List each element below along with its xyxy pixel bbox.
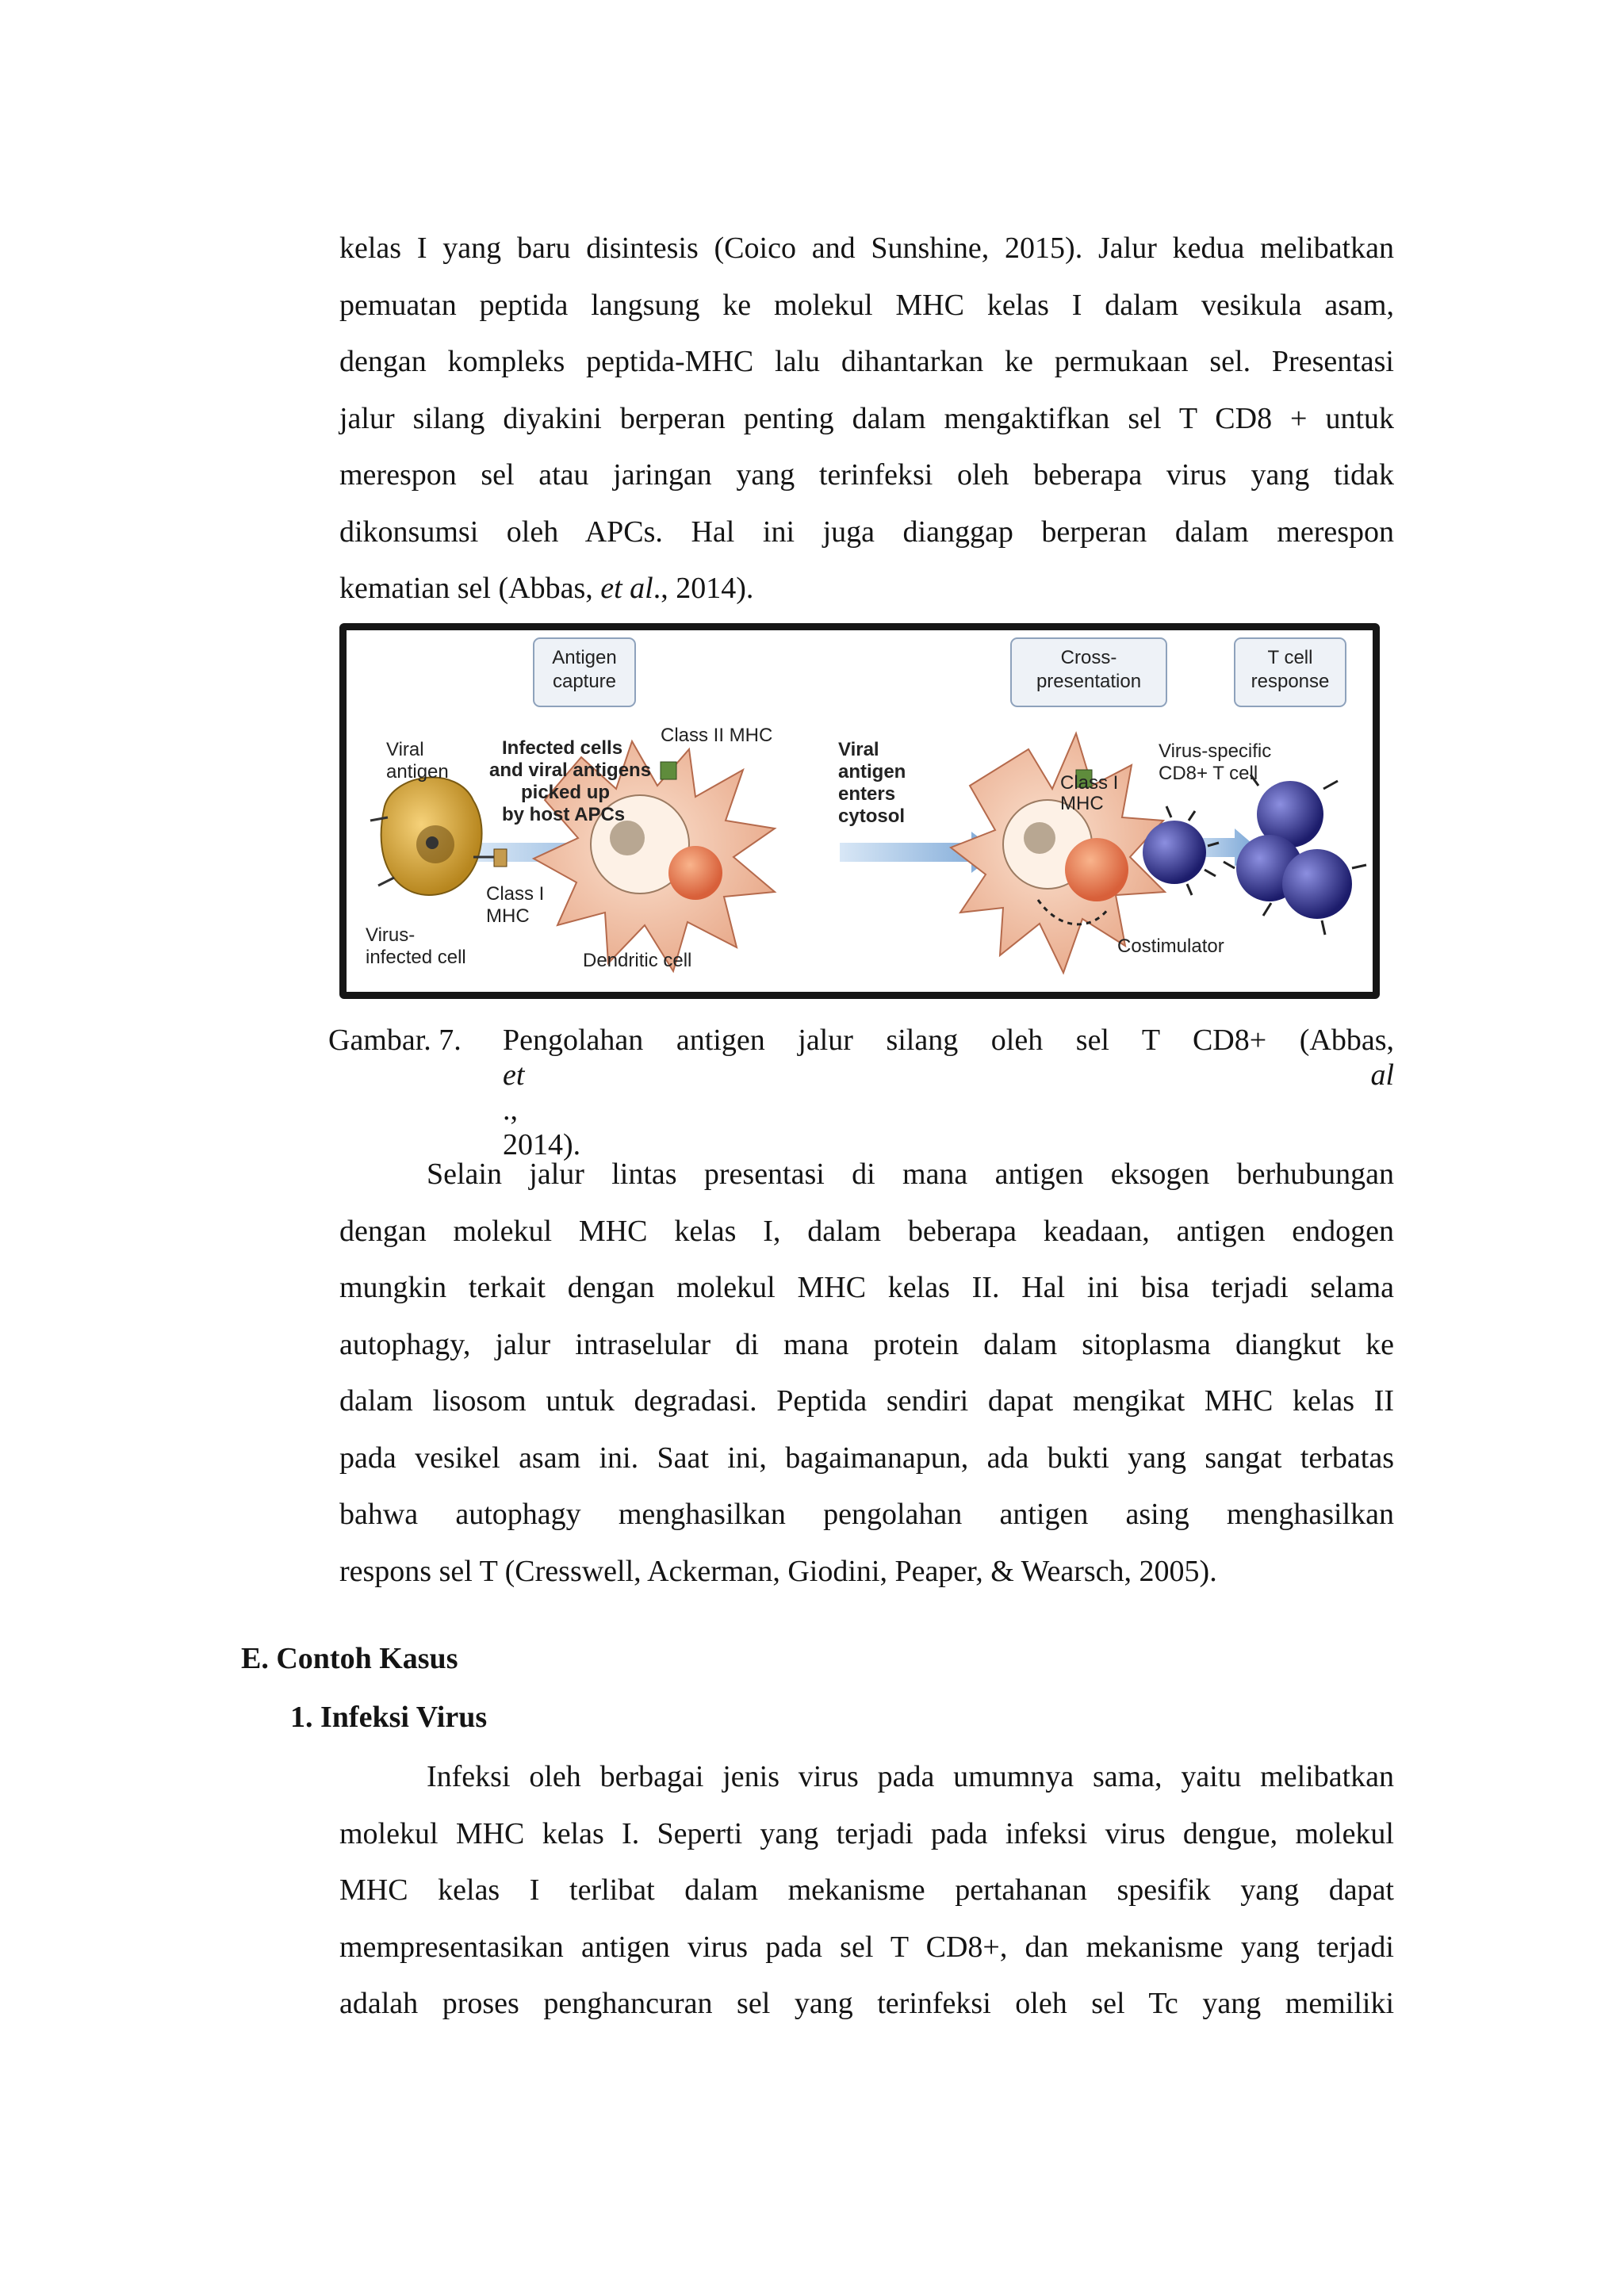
paragraph-3 xyxy=(339,1749,1394,2033)
text-line: autophagy, jalur intraselular di mana protein dalam sitoplasma diangkut ke xyxy=(339,1327,1394,1361)
viral-enters-label: Viral xyxy=(838,739,879,760)
antigen-capture-label: Antigen xyxy=(552,647,617,668)
text-line: bahwa autophagy menghasilkan pengolahan antigen asing menghasilkan xyxy=(339,1498,1394,1531)
text-line: mungkin terkait dengan molekul MHC kelas II. Hal ini bisa terjadi selama xyxy=(339,1271,1394,1304)
text-line: dikonsumsi oleh APCs. Hal ini juga dianggap berperan dalam merespon xyxy=(339,515,1394,549)
virus-specific-label: Virus-specific xyxy=(1159,740,1272,762)
subsection-heading: 1. Infeksi Virus xyxy=(290,1701,488,1734)
text-line: kelas I yang baru disintesis (Coico and Sunshine, 2015). Jalur kedua melibatkan xyxy=(339,232,1394,265)
paragraph-1 xyxy=(339,220,1394,618)
text-line: mempresentasikan antigen virus pada sel T CD8+, dan mekanisme yang terjadi xyxy=(339,1930,1394,1964)
text-line: kematian sel (Abbas, et al., 2014). xyxy=(339,572,754,605)
caption-text xyxy=(503,1023,1394,1162)
figure-illustration xyxy=(347,630,1373,992)
cross-presentation-label: Cross- xyxy=(1060,647,1117,668)
text-line: molekul MHC kelas I. Seperti yang terjadi pada infeksi virus dengue, molekul xyxy=(339,1816,1394,1850)
text-line: Selain jalur lintas presentasi di mana antigen eksogen berhubungan xyxy=(427,1158,1394,1191)
class1-mhc-left-label: MHC xyxy=(486,905,530,927)
text-line: dalam lisosom untuk degradasi. Peptida sendiri dapat mengikat MHC kelas II xyxy=(339,1384,1394,1418)
text-line: merespon sel atau jaringan yang terinfeksi oleh beberapa virus yang tidak xyxy=(339,458,1394,492)
class1-mhc-label: Class I xyxy=(1060,772,1119,794)
text-line: pada vesikel asam ini. Saat ini, bagaimanapun, ada bukti yang sangat terbatas xyxy=(339,1441,1394,1475)
figure-cross-presentation xyxy=(339,623,1380,999)
text-line: MHC kelas I terlibat dalam mekanisme pertahanan spesifik yang dapat xyxy=(339,1873,1394,1907)
costimulator-label: Costimulator xyxy=(1117,936,1224,957)
viral-enters-label: cytosol xyxy=(838,806,906,827)
infected-cells-label: and viral antigens xyxy=(489,760,652,781)
text-line: jalur silang diyakini berperan penting dalam mengaktifkan sel T CD8 + untuk xyxy=(339,401,1394,435)
cross-presentation-label: presentation xyxy=(1036,671,1142,692)
class1-mhc-left-label: Class I xyxy=(486,883,545,905)
caption-label: Gambar. 7. xyxy=(328,1024,462,1057)
virus-specific-label: CD8+ T cell xyxy=(1159,763,1258,784)
cd8-t-cell xyxy=(1143,821,1206,884)
tcell-response-label: T cell xyxy=(1267,647,1313,668)
virus-infected-label: Virus- xyxy=(366,924,416,946)
class2-mhc-label: Class II MHC xyxy=(661,725,773,746)
caption-line: 2014). xyxy=(503,1128,581,1161)
dendritic-cell-label: Dendritic cell xyxy=(583,950,692,971)
antigen-capture-label: capture xyxy=(552,671,617,692)
viral-antigen-label: antigen xyxy=(386,761,449,783)
paragraph-2 xyxy=(339,1146,1394,1600)
text-line: respons sel T (Cresswell, Ackerman, Giodini, Peaper, & Wearsch, 2005). xyxy=(339,1554,1217,1588)
viral-enters-label: antigen xyxy=(838,761,906,783)
virus-infected-label: infected cell xyxy=(366,947,466,968)
t-cell-clone xyxy=(1282,849,1352,919)
viral-enters-label: enters xyxy=(838,783,896,805)
dendritic-nucleus xyxy=(668,846,722,900)
class2-mhc-molecule xyxy=(661,762,676,779)
text-line: Infeksi oleh berbagai jenis virus pada umumnya sama, yaitu melibatkan xyxy=(427,1760,1394,1793)
text-line: dengan kompleks peptida-MHC lalu dihantarkan ke permukaan sel. Presentasi xyxy=(339,345,1394,378)
infected-cells-label: Infected cells xyxy=(502,737,623,759)
infected-cells-label: picked up xyxy=(521,782,611,803)
caption-line: Pengolahan antigen jalur silang oleh sel T CD8+ (Abbas, et al ., xyxy=(503,1024,1394,1127)
tcell-response-label: response xyxy=(1251,671,1330,692)
text-line: adalah proses penghancuran sel yang terinfeksi oleh sel Tc yang memiliki xyxy=(339,1987,1394,2020)
text-line: dengan molekul MHC kelas I, dalam beberapa keadaan, antigen endogen xyxy=(339,1214,1394,1248)
viral-antigen-label: Viral xyxy=(386,739,424,760)
infected-cells-label: by host APCs xyxy=(502,804,626,825)
class1-mhc-molecule xyxy=(494,849,507,867)
text-line: pemuatan peptida langsung ke molekul MHC kelas I dalam vesikula asam, xyxy=(339,288,1394,322)
section-heading: E. Contoh Kasus xyxy=(241,1642,458,1675)
class1-mhc-label: MHC xyxy=(1060,793,1104,814)
